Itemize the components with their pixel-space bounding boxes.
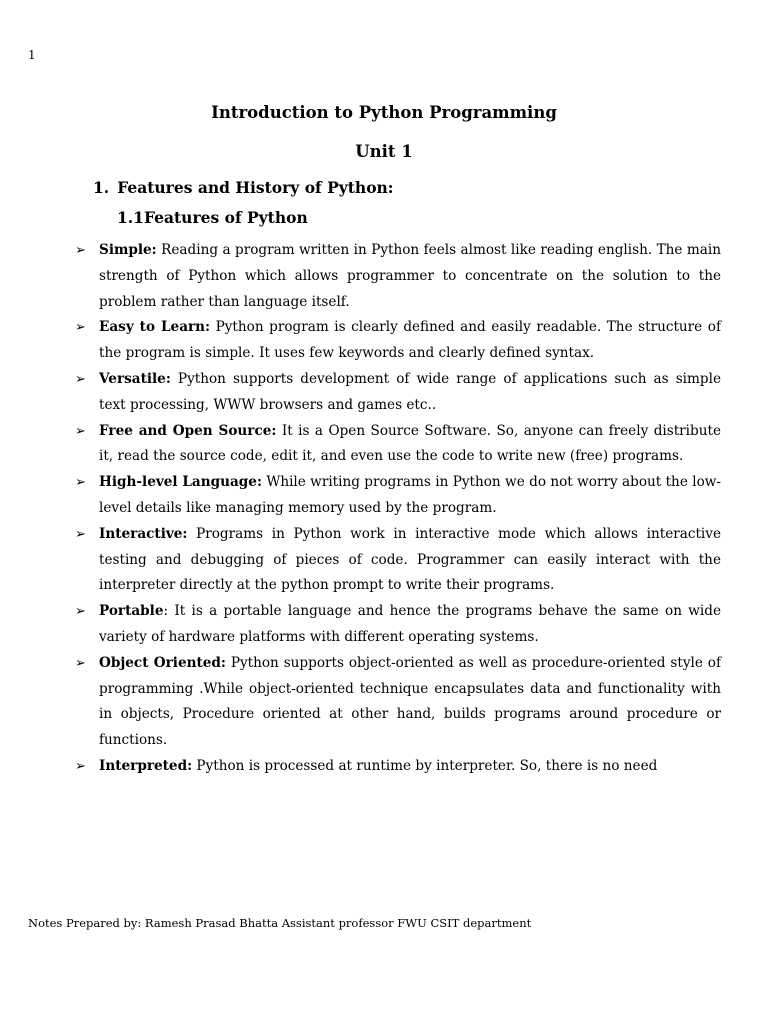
feature-text: Programs in Python work in interactive mode which allows interactive testing and debugging of pieces of code. Programmer can easily interact with the interpreter directly at the python prompt to write their programs. xyxy=(99,525,721,594)
feature-text: It is a Open Source Software. So, anyone can freely distribute it, read the source code, edit it, and even use the code to write new (free) programs. xyxy=(99,422,721,465)
feature-item xyxy=(75,238,721,315)
feature-text: Python supports object-oriented as well as procedure-oriented style of programming .While object-oriented technique encapsulates data and functionality with in objects, Procedure oriented at other hand, builds programs around procedure or functions. xyxy=(99,654,722,749)
arrow-bullet-icon: ➢ xyxy=(75,758,86,774)
arrow-bullet-icon: ➢ xyxy=(75,526,86,542)
feature-term: Easy to Learn: xyxy=(99,319,211,336)
feature-term: Object Oriented: xyxy=(99,654,226,671)
page-number: 1 xyxy=(28,48,36,62)
feature-term: Simple: xyxy=(99,242,157,258)
features-list xyxy=(75,238,721,780)
feature-term: Portable xyxy=(99,603,164,620)
feature-text: While writing programs in Python we do not worry about the low-level details like managing memory used by the program. xyxy=(99,474,721,516)
feature-item xyxy=(75,367,721,419)
arrow-bullet-icon: ➢ xyxy=(75,655,86,671)
arrow-bullet-icon: ➢ xyxy=(75,604,86,620)
feature-term: Interpreted: xyxy=(99,757,193,774)
feature-item xyxy=(75,754,721,780)
feature-item xyxy=(75,315,721,367)
arrow-bullet-icon: ➢ xyxy=(75,371,86,387)
feature-text: Python program is clearly defined and easily readable. The structure of the program is simple. It uses few keywords and clearly defined syntax. xyxy=(99,319,721,362)
unit-title: Unit 1 xyxy=(355,142,413,161)
feature-text: Reading a program written in Python feels almost like reading english. The main strength of Python which allows programmer to concentrate on the solution to the problem rather than language itself. xyxy=(99,242,721,310)
arrow-bullet-icon: ➢ xyxy=(75,320,86,336)
feature-term: Interactive: xyxy=(99,525,188,542)
feature-term: High-level Language: xyxy=(99,474,262,491)
arrow-bullet-icon: ➢ xyxy=(75,423,86,439)
section-number: 1. xyxy=(93,178,110,197)
feature-text: : It is a portable language and hence the programs behave the same on wide variety of hardware platforms with different operating systems. xyxy=(99,603,721,645)
subsection-heading: 1.1Features of Python xyxy=(117,208,308,227)
section-heading xyxy=(93,178,394,197)
feature-item xyxy=(75,522,721,599)
section-heading-text: Features and History of Python: xyxy=(117,178,394,197)
feature-item xyxy=(75,419,721,471)
feature-term: Free and Open Source: xyxy=(99,422,277,439)
document-title: Introduction to Python Programming xyxy=(211,103,557,122)
feature-term: Versatile: xyxy=(99,370,171,387)
arrow-bullet-icon: ➢ xyxy=(75,243,86,258)
feature-item xyxy=(75,470,721,522)
feature-text: Python supports development of wide range of applications such as simple text processing, WWW browsers and games etc.. xyxy=(99,370,721,413)
feature-item xyxy=(75,651,721,754)
arrow-bullet-icon: ➢ xyxy=(75,475,86,491)
feature-text: Python is processed at runtime by interpreter. So, there is no need xyxy=(192,757,658,774)
footer-note: Notes Prepared by: Ramesh Prasad Bhatta Assistant professor FWU CSIT department xyxy=(28,916,532,930)
feature-item xyxy=(75,599,721,651)
